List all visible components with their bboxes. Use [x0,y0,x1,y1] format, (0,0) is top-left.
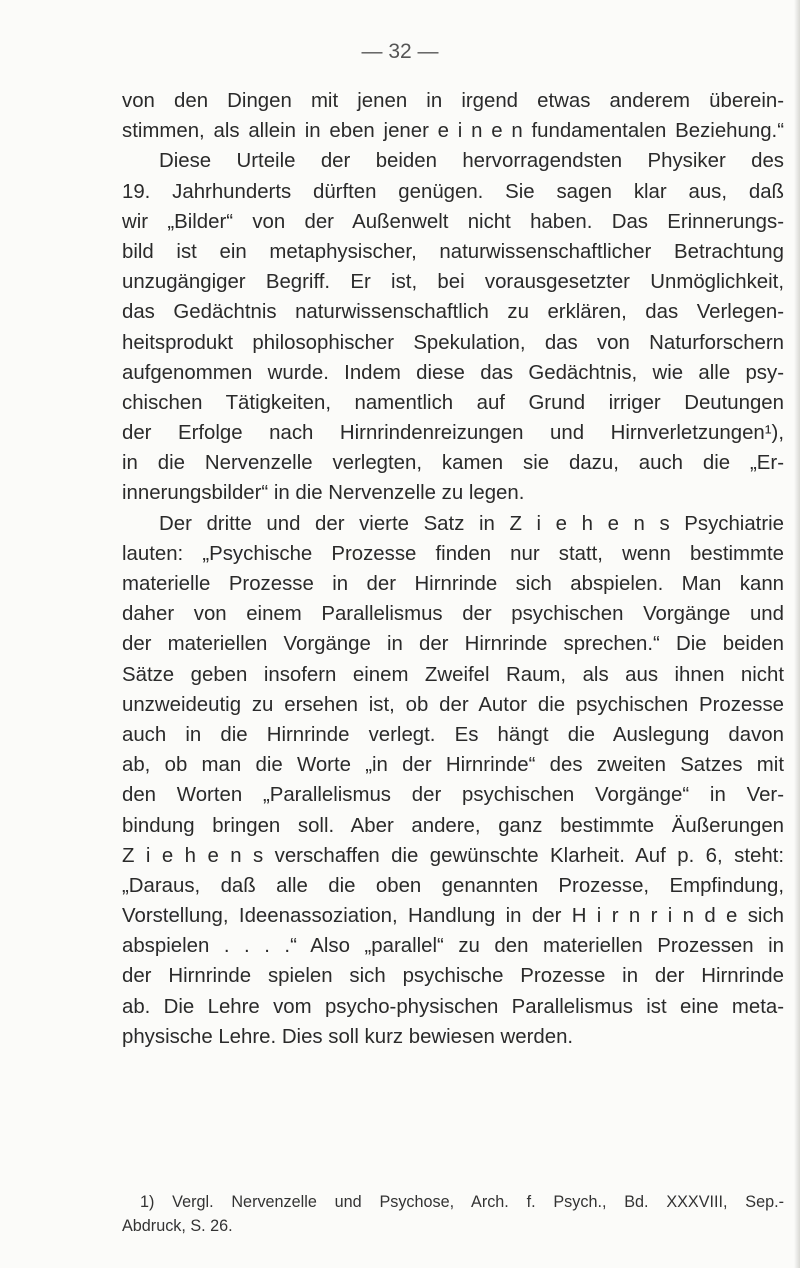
text-line: der materiellen Vorgänge in der Hirnrinde sprechen.“ Die beiden [122,633,784,656]
text-line: lauten: „Psychische Prozesse finden nur statt, wenn bestimmte [122,542,784,565]
text-line: abspielen . . . .“ Also „parallel“ zu den materiellen Prozessen in [122,935,784,958]
text-line: „Daraus, daß alle die oben genannten Prozesse, Empfindung, [122,874,784,897]
text-line: auch in die Hirnrinde verlegt. Es hängt die Auslegung davon [122,723,784,746]
paragraph-start-line: Diese Urteile der beiden hervorragendsten Physiker des [159,150,784,173]
text-line: 19. Jahrhunderts dürften genügen. Sie sagen klar aus, daß [122,180,784,203]
footnote-line: 1) Vergl. Nervenzelle und Psychose, Arch. f. Psych., Bd. XXXVIII, Sep.- [140,1193,784,1211]
text-line: der Hirnrinde spielen sich psychische Prozesse in der Hirnrinde [122,965,784,988]
paragraph-end-line: physische Lehre. Dies soll kurz bewiesen werden. [122,1025,574,1048]
text-line: heitsprodukt philosophischer Spekulation, das von Naturforschern [122,331,784,354]
text-line: unzugängiger Begriff. Er ist, bei vorausgesetzter Unmöglichkeit, [122,271,784,294]
text-line: wir „Bilder“ von der Außenwelt nicht haben. Das Erinnerungs- [122,210,784,233]
text-line: Z i e h e n s verschaffen die gewünschte Klarheit. Auf p. 6, steht: [122,844,784,867]
text-line: von den Dingen mit jenen in irgend etwas anderem überein- [122,90,784,112]
text-line: bindung bringen soll. Aber andere, ganz bestimmte Äußerungen [122,814,784,837]
page-edge-shadow [794,0,800,1268]
footnotes [122,1190,784,1238]
text-line: in die Nervenzelle verlegten, kamen sie dazu, auch die „Er- [122,452,784,475]
text-line: materielle Prozesse in der Hirnrinde sich abspielen. Man kann [122,573,784,595]
paragraph-end-line: innerungsbilder“ in die Nervenzelle zu legen. [122,482,525,505]
text-line: bild ist ein metaphysischer, naturwissenschaftlicher Betrachtung [122,240,784,263]
page-number: — 32 — [361,40,439,63]
text-line: ab, ob man die Worte „in der Hirnrinde“ des zweiten Satzes mit [122,754,784,777]
text-line: unzweideutig zu ersehen ist, ob der Autor die psychischen Prozesse [122,693,784,716]
text-line: der Erfolge nach Hirnrindenreizungen und Hirnverletzungen¹), [122,422,784,445]
text-line: den Worten „Parallelismus der psychischen Vorgänge“ in Ver- [122,784,784,807]
text-line: daher von einem Parallelismus der psychischen Vorgänge und [122,603,784,626]
text-line: das Gedächtnis naturwissenschaftlich zu erklären, das Verlegen- [122,301,784,324]
text-line: stimmen, als allein in eben jener e i n e n fundamentalen Beziehung.“ [122,120,784,143]
text-line: Vorstellung, Ideenassoziation, Handlung in der H i r n r i n d e sich [122,905,784,928]
text-line: aufgenommen wurde. Indem diese das Gedächtnis, wie alle psy- [122,361,784,384]
paragraph-start-line: Der dritte und der vierte Satz in Z i e h e n s Psychiatrie [159,512,784,535]
footnote-line: Abdruck, S. 26. [122,1217,233,1235]
text-line: ab. Die Lehre vom psycho-physischen Parallelismus ist eine meta- [122,995,784,1018]
text-line: chischen Tätigkeiten, namentlich auf Grund irriger Deutungen [122,391,784,414]
body-text [122,86,784,1052]
text-line: Sätze geben insofern einem Zweifel Raum, als aus ihnen nicht [122,663,784,686]
